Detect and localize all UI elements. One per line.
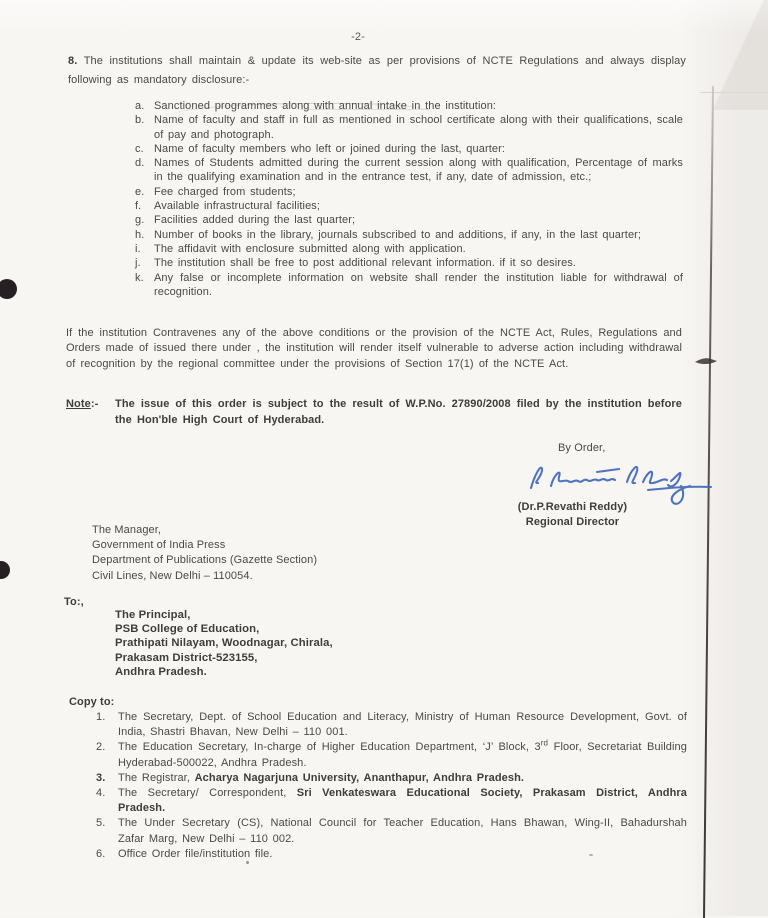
addressee-line: Prathipati Nilayam, Woodnagar, Chirala, — [115, 637, 333, 650]
item-letter: b. — [135, 114, 145, 127]
item-letter: k. — [135, 271, 144, 284]
item-text — [118, 816, 687, 846]
address-line: Civil Lines, New Delhi – 110054. — [92, 569, 253, 582]
signatory-name: (Dr.P.Revathi Reddy) — [517, 501, 628, 513]
page-number: -2- — [351, 31, 365, 43]
scan-edge-line-top — [700, 92, 768, 93]
item-text: Available infrastructural facilities; — [154, 200, 321, 213]
list-item — [135, 242, 683, 256]
item-text: Name of faculty and staff in full as mentioned in school certificate along with their qualifications, scale of pay and photograph. — [154, 114, 683, 141]
list-item — [135, 113, 683, 142]
note-label-separator: :- — [90, 398, 99, 410]
item-text: Any false or incomplete information on website shall render the institution liable for withdrawal of recognition. — [154, 271, 683, 298]
list-item — [135, 271, 683, 300]
item-text-normal: The Secretary, Dept. of School Education and Literacy, Ministry of Human Resource Development, Govt. of India, Shastri Bhavan, New Delhi – 110 001. — [118, 711, 687, 739]
hole-punch-bottom — [0, 561, 10, 579]
item-letter: f. — [135, 200, 142, 213]
addressee-line: Andhra Pradesh. — [115, 665, 207, 678]
item-letter: i. — [135, 242, 141, 255]
list-item — [135, 228, 683, 242]
signatory-block — [500, 500, 645, 530]
note-label — [66, 397, 115, 428]
item-letter: d. — [135, 157, 145, 170]
copy-item — [96, 786, 687, 816]
item-text-normal: The Secretary/ Correspondent, — [118, 787, 297, 800]
note-text: The issue of this order is subject to the result of W.P.No. 27890/2008 filed by the institution before the Hon'ble High Court of Hyderabad. — [115, 398, 682, 426]
list-item — [135, 99, 683, 113]
item-text: Name of faculty members who left or joined during the last, quarter: — [154, 142, 506, 155]
scan-corner-shadow — [708, 0, 768, 110]
list-item — [135, 199, 683, 213]
list-item — [135, 156, 683, 185]
item-text-normal: The Registrar, — [118, 771, 195, 784]
item-text: Number of books in the library, journals subscribed to and additions, if any, in the last quarter; — [154, 228, 642, 241]
item-text: Fee charged from students; — [154, 185, 296, 198]
clause-8-text: The institutions shall maintain & update its web-site as per provisions of NCTE Regulations and always display following as mandatory disclosure:- — [68, 55, 686, 86]
clause-8-number: 8. — [68, 55, 78, 67]
mandatory-disclosure-list — [135, 99, 683, 299]
copy-to-list — [96, 710, 687, 862]
item-text — [118, 847, 687, 862]
item-number: 3. — [96, 771, 106, 784]
copy-item — [96, 710, 687, 740]
item-text — [118, 771, 687, 786]
copy-item — [96, 740, 687, 770]
item-text-bold: Sri Venkateswara Educational Society, Prakasam District, Andhra Pradesh. — [118, 787, 688, 815]
list-item — [135, 256, 683, 270]
to-label: To:, — [64, 596, 84, 608]
address-line: Department of Publications (Gazette Section) — [92, 554, 318, 567]
item-letter: h. — [135, 228, 145, 241]
signatory-title: Regional Director — [525, 516, 620, 528]
addressee-block — [115, 608, 333, 679]
item-text: Sanctioned programmes along with annual intake in the institution: — [154, 100, 497, 112]
copy-item — [96, 771, 687, 786]
clause-8-paragraph — [68, 52, 686, 89]
item-text: The affidavit with enclosure submitted along with application. — [154, 242, 466, 255]
item-text-normal: The Under Secretary (CS), National Council for Teacher Education, Hans Bhawan, Wing-II, Bahadurshah Zafar Marg, New Delhi – 110 002. — [118, 817, 687, 845]
list-item — [135, 213, 683, 227]
item-text: The institution shall be free to post additional relevant information. if it so desires. — [154, 257, 577, 270]
item-text-normal: Office Order file/institution file. — [118, 847, 273, 860]
ink-smudge-arrow — [694, 354, 718, 365]
addressee-line: PSB College of Education, — [115, 623, 260, 636]
item-number: 5. — [96, 817, 106, 830]
item-letter: c. — [135, 142, 144, 155]
copy-item — [96, 847, 687, 862]
item-text — [118, 710, 687, 740]
item-number: 2. — [96, 741, 106, 754]
list-item — [135, 185, 683, 199]
item-letter: a. — [135, 100, 145, 112]
item-text — [118, 786, 687, 816]
item-text-superscript: rd — [540, 738, 549, 748]
by-order-text: By Order, — [558, 442, 606, 454]
manager-address-block — [92, 523, 317, 584]
item-letter: g. — [135, 214, 145, 227]
item-text — [118, 740, 687, 770]
addressee-line: The Principal, — [115, 609, 191, 621]
item-number: 1. — [96, 711, 106, 723]
item-number: 4. — [96, 787, 106, 800]
contravention-paragraph: If the institution Contravenes any of the above conditions or the provision of the NCTE Act, Rules, Regulations and Orders made of issued there under , the institution will render itself vulnerable to adverse action including withdrawal of recognition by the regional committee under the provisions of Section 17(1) of the NCTE Act. — [66, 327, 682, 370]
copy-to-label: Copy to: — [69, 696, 115, 708]
item-text-normal: The Education Secretary, In-charge of Higher Education Department, ‘J’ Block, 3 — [118, 741, 541, 754]
copy-item — [96, 816, 687, 846]
address-line: The Manager, — [92, 524, 162, 536]
addressee-line: Prakasam District-523155, — [115, 651, 258, 664]
item-text-bold: Acharya Nagarjuna University, Ananthapur, Andhra Pradesh. — [194, 771, 525, 784]
list-item — [135, 142, 683, 156]
item-number: 6. — [96, 847, 106, 860]
note-block — [66, 397, 688, 428]
note-label-word: Note — [66, 398, 91, 410]
item-letter: e. — [135, 185, 145, 198]
item-letter: j. — [135, 257, 141, 270]
item-text: Facilities added during the last quarter; — [154, 214, 356, 227]
item-text: Names of Students admitted during the current session along with qualification, Percentage of marks in the qualifying examination and in the entrance test, if any, date of admission, etc.; — [154, 157, 683, 184]
hole-punch-top — [0, 279, 17, 299]
address-line: Government of India Press — [92, 539, 226, 552]
item-text-normal: Floor, Secretariat Building Hyderabad-500022, Andhra Pradesh. — [118, 741, 687, 769]
